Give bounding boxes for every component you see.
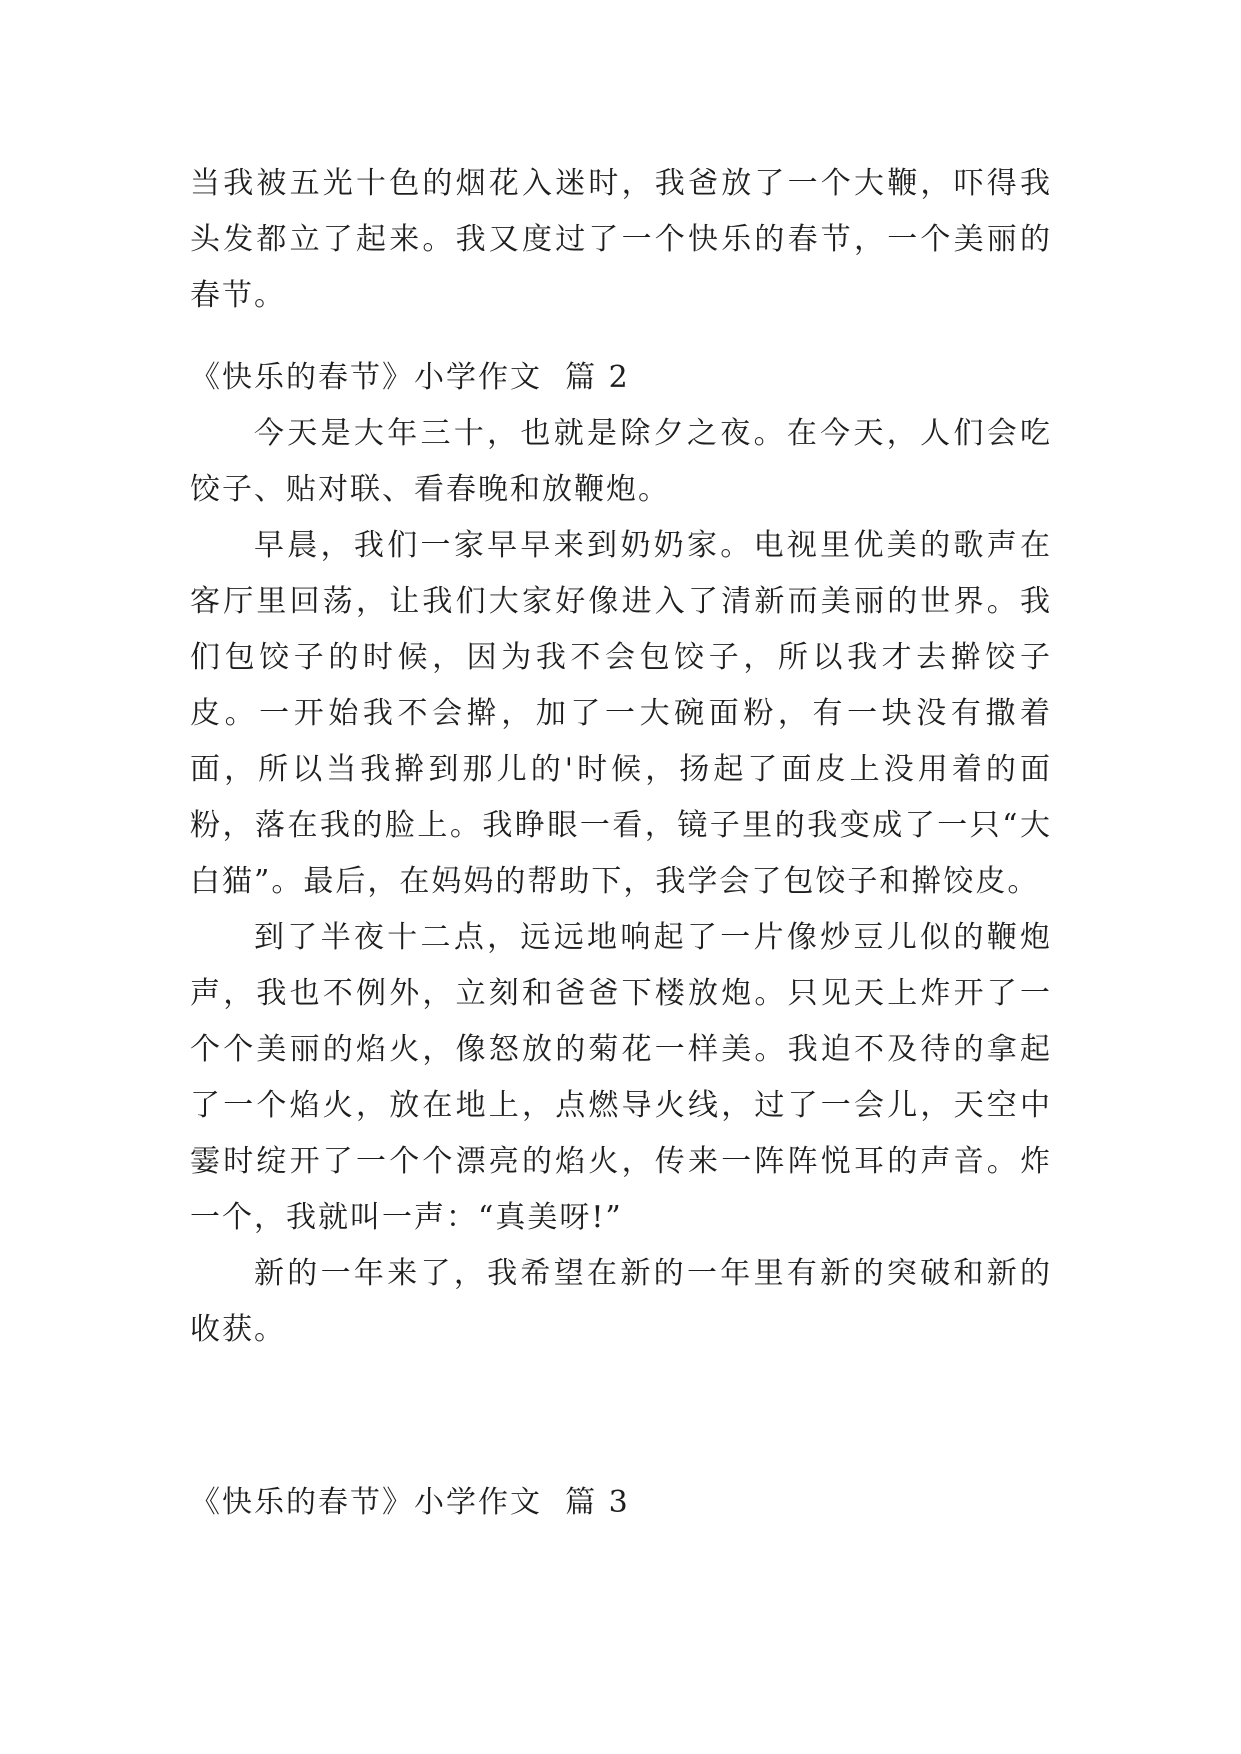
section-2-paragraph-2: 早晨，我们一家早早来到奶奶家。电视里优美的歌声在客厅里回荡，让我们大家好像进入了清新而美丽的世界。我们包饺子的时候，因为我不会包饺子，所以我才去擀饺子皮。一开始我不会擀，加了一大碗面粉，有一块没有撒着面，所以当我擀到那儿的'时候，扬起了面皮上没用着的面粉，落在我的脸上。我睁眼一看，镜子里的我变成了一只“大白猫”。最后，在妈妈的帮助下，我学会了包饺子和擀饺皮。 bbox=[190, 528, 1052, 899]
section-2-paragraph-3: 到了半夜十二点，远远地响起了一片像炒豆儿似的鞭炮声，我也不例外，立刻和爸爸下楼放炮。只见天上炸开了一个个美丽的焰火，像怒放的菊花一样美。我迫不及待的拿起了一个焰火，放在地上，点燃导火线，过了一会儿，天空中霎时绽开了一个个漂亮的焰火，传来一阵阵悦耳的声音。炸一个，我就叫一声：“真美呀!” bbox=[190, 920, 1052, 1235]
section-2-paragraph-4: 新的一年来了，我希望在新的一年里有新的突破和新的收获。 bbox=[190, 1256, 1052, 1347]
intro-paragraph: 当我被五光十色的烟花入迷时，我爸放了一个大鞭，吓得我头发都立了起来。我又度过了一个快乐的春节，一个美丽的春节。 bbox=[190, 166, 1052, 313]
section-2 bbox=[190, 350, 1052, 1358]
section-heading-3: 《快乐的春节》小学作文 篇 3 bbox=[190, 1485, 630, 1520]
section-heading-2: 《快乐的春节》小学作文 篇 2 bbox=[190, 360, 630, 395]
intro-block bbox=[190, 156, 1052, 324]
section-2-paragraph-1: 今天是大年三十，也就是除夕之夜。在今天，人们会吃饺子、贴对联、看春晚和放鞭炮。 bbox=[190, 416, 1052, 507]
section-3 bbox=[190, 1475, 1052, 1531]
